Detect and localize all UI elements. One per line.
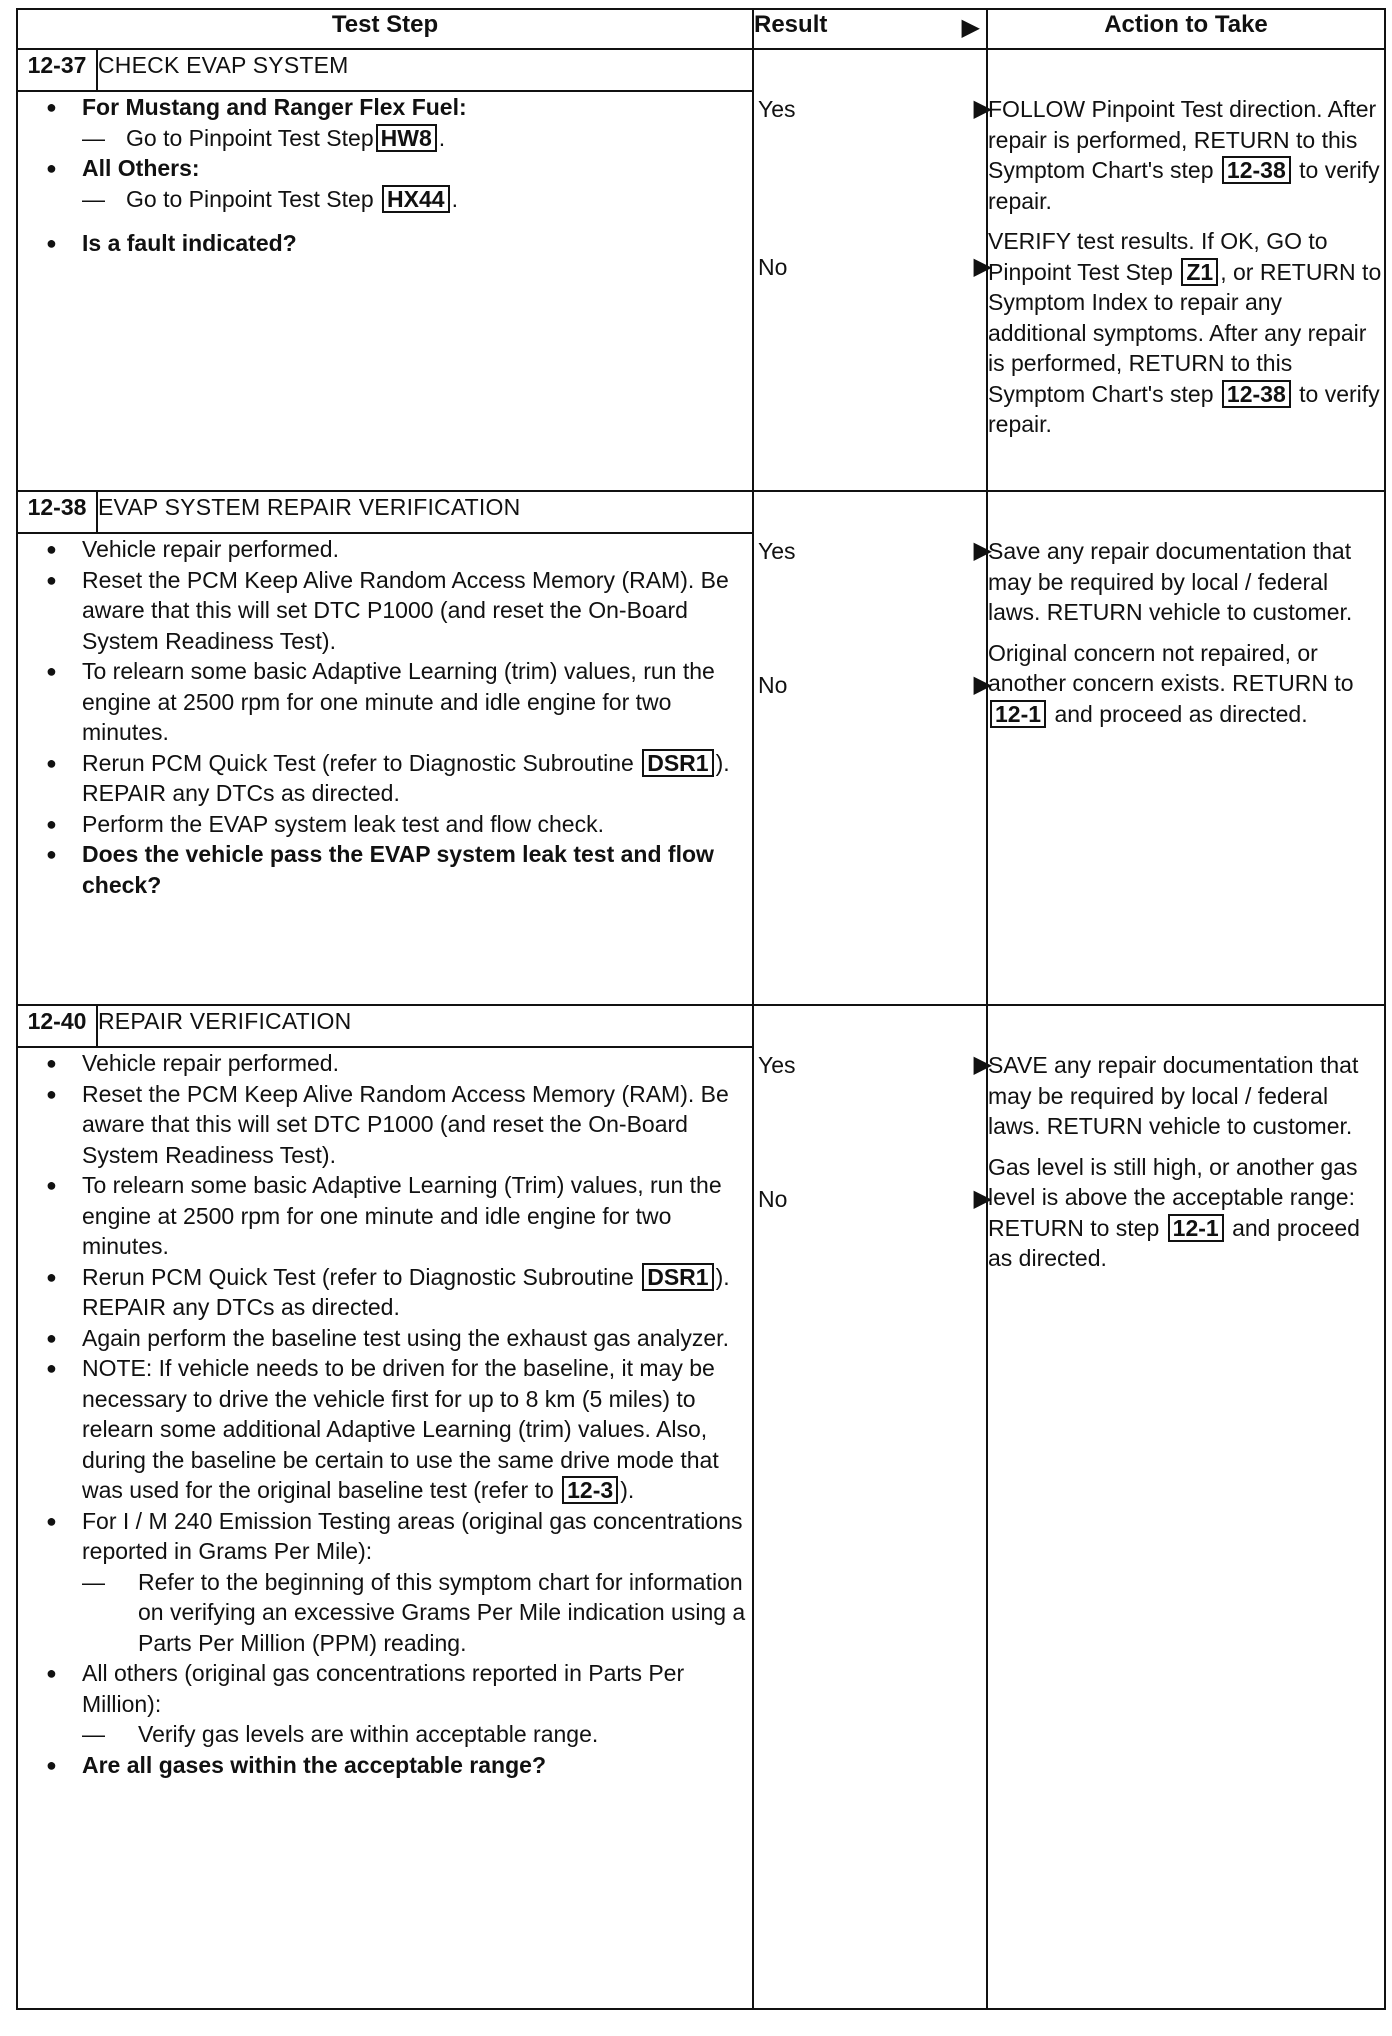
sub-item [82,184,752,215]
result-yes-label: Yes [758,1052,796,1078]
arrow-right-icon: ▶ [973,95,992,122]
action-yes-text [988,1050,1384,1142]
bullet-text: Rerun PCM Quick Test (refer to Diagnostic Subroutine [82,1263,634,1290]
action-text: VERIFY test results. If OK, GO to Pinpoint Test Step [988,228,1328,285]
arrow-right-icon: ▶ [973,671,992,698]
action-text: to verify repair. [988,157,1380,214]
result-yes-label: Yes [758,96,796,122]
question-item: ● Is a fault indicated? [46,228,752,259]
result-cell [753,1005,992,2009]
action-yes-text [988,94,1384,216]
bullet-text: For I / M 240 Emission Testing areas (original gas concentrations reported in Grams Per Mile): [82,1507,743,1564]
step-reference: 12-38 [1222,380,1291,408]
action-text: SAVE any repair documentation that may be required by local / federal laws. RETURN vehicle to customer. [988,1052,1359,1139]
action-text: and proceed as directed. [988,1214,1360,1271]
list-item: ● Perform the EVAP system leak test and flow check. [46,809,752,840]
step-title-row [17,491,1385,533]
sub-item [82,123,752,154]
step-id: 12-38 [17,491,97,533]
result-yes [758,1050,992,1080]
arrow-right-icon: ▶ [973,537,992,564]
action-no-text [988,638,1384,730]
result-no-label: No [758,1186,788,1212]
sub-text: Go to Pinpoint Test Step [126,185,374,212]
arrow-right-icon: ▶ [973,253,992,280]
action-text: Original concern not repaired, or another concern exists. RETURN to [988,639,1354,696]
step-reference: Z1 [1181,258,1218,286]
step-title: CHECK EVAP SYSTEM [97,49,753,91]
list-item [46,1353,752,1506]
action-cell [987,49,1385,491]
sub-item: — Refer to the beginning of this symptom chart for information on verifying an excessive Grams Per Mile indication using a Parts Per Million (PPM) reading. [82,1567,752,1659]
sub-text: . [451,185,458,212]
sub-item: — Verify gas levels are within acceptable range. [82,1719,752,1750]
bullet-text: ). [620,1477,635,1503]
step-reference: DSR1 [642,749,713,777]
list-item: ● Reset the PCM Keep Alive Random Access Memory (RAM). Be aware that this will set DTC P1000 (and reset the On-Board System Readiness Test). [46,1079,752,1171]
bullet-text: Rerun PCM Quick Test (refer to Diagnostic Subroutine [82,749,634,776]
header-row [17,9,1385,49]
result-no-label: No [758,672,788,698]
header-test-step: Test Step [17,9,753,49]
list-item: ● Reset the PCM Keep Alive Random Access Memory (RAM). Be aware that this will set DTC P1000 (and reset the On-Board System Readiness Test). [46,565,752,657]
arrow-right-icon: ▶ [973,1185,992,1212]
result-no [758,1184,992,1214]
result-yes [758,536,992,566]
result-yes [758,94,992,124]
step-content [17,1047,753,2009]
list-item: ● Vehicle repair performed. [46,534,752,565]
question-item: ● Does the vehicle pass the EVAP system leak test and flow check? [46,839,752,900]
bullet-label: All Others: [82,155,200,181]
bullet-text: ). REPAIR any DTCs as directed. [82,1263,730,1320]
symptom-chart-page [16,8,1384,2032]
step-reference: 12-38 [1222,156,1291,184]
action-text: to verify repair. [988,380,1380,437]
bullet-text: All others (original gas concentrations reported in Parts Per Million): [82,1660,685,1717]
action-yes-text [988,536,1384,628]
step-title-row [17,1005,1385,1047]
header-result-label: Result [754,11,828,38]
list-item: ● To relearn some basic Adaptive Learning (Trim) values, run the engine at 2500 rpm for one minute and idle engine for two minutes. [46,1170,752,1262]
result-no [758,670,992,700]
step-title-row [17,49,1385,91]
result-cell [753,491,992,1005]
action-no-text [988,1152,1384,1274]
step-reference: 12-3 [562,1476,618,1504]
list-item [46,748,752,809]
result-cell [753,49,992,491]
header-action: Action to Take [987,9,1385,49]
action-cell [987,1005,1385,2009]
header-result [753,9,987,49]
step-reference: HX44 [382,185,450,213]
action-text: FOLLOW Pinpoint Test direction. After repair is performed, RETURN to this Symptom Chart's step [988,96,1377,183]
action-text: Save any repair documentation that may be required by local / federal laws. RETURN vehicle to customer. [988,538,1353,625]
list-item [46,1262,752,1323]
step-id: 12-40 [17,1005,97,1047]
step-reference: DSR1 [642,1263,713,1291]
action-text: , or RETURN to Symptom Index to repair any additional symptoms. After any repair is performed, RETURN to this Symptom Chart's step [988,258,1382,407]
step-reference: 12-1 [1168,1214,1224,1242]
symptom-chart-table [16,8,1386,2010]
step-title: REPAIR VERIFICATION [97,1005,753,1047]
list-item [46,92,752,153]
step-content [17,533,753,1005]
list-item: ● Vehicle repair performed. [46,1048,752,1079]
bullet-text: ). REPAIR any DTCs as directed. [82,749,730,806]
sub-text: Go to Pinpoint Test Step [126,124,374,151]
list-item: ● Again perform the baseline test using the exhaust gas analyzer. [46,1323,752,1354]
bullet-text: NOTE: If vehicle needs to be driven for the baseline, it may be necessary to drive the vehicle first for up to 8 km (5 miles) to relearn some additional Adaptive Learning (trim) values. Also, during the baseline be certain to use the same drive mode that was used for the original baseline test (refer to [82,1355,719,1503]
result-no-label: No [758,254,788,280]
bullet-label: For Mustang and Ranger Flex Fuel: [82,94,467,120]
arrow-right-icon: ▶ [973,1051,992,1078]
list-item: ● To relearn some basic Adaptive Learning (trim) values, run the engine at 2500 rpm for one minute and idle engine for two minutes. [46,656,752,748]
step-reference: HW8 [376,124,437,152]
action-no-text [988,226,1384,440]
action-text: and proceed as directed. [1054,700,1308,727]
step-id: 12-37 [17,49,97,91]
question-item: ● Are all gases within the acceptable range? [46,1750,752,1781]
action-cell [987,491,1385,1005]
step-title: EVAP SYSTEM REPAIR VERIFICATION [97,491,753,533]
result-no [758,252,992,282]
arrow-right-icon: ▶ [961,14,980,41]
list-item [46,1658,752,1750]
sub-text: . [438,124,446,151]
action-text: Gas level is still high, or another gas level is above the acceptable range: RETURN to step [988,1153,1358,1241]
list-item [46,153,752,214]
step-content [17,91,753,491]
result-yes-label: Yes [758,538,796,564]
list-item [46,1506,752,1659]
step-reference: 12-1 [990,700,1046,728]
